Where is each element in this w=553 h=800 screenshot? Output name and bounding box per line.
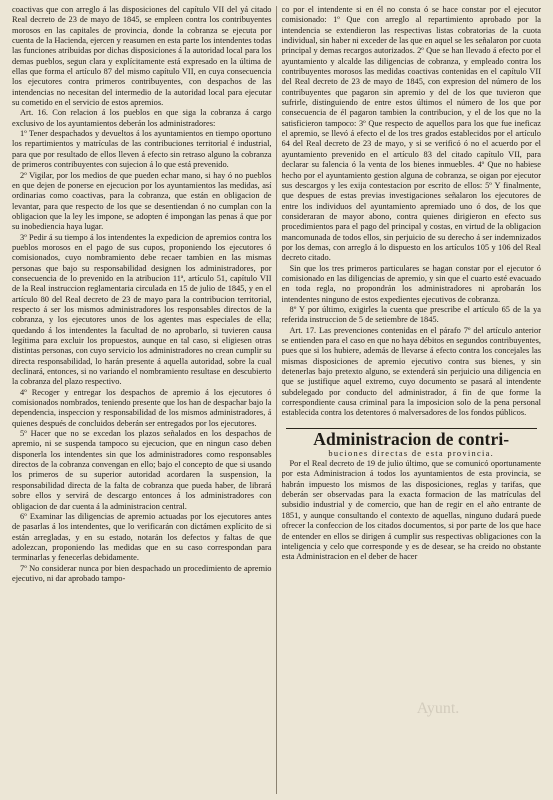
left-text-column [12, 5, 272, 796]
left-paragraph: 6º Examinar las diligencias de apremio actuadas por los ejecutores antes de pasarlas á los intendentes, que lo verificarán con dictámen explícito de si están arregladas, y en su estado, notarán los defectos y faltas de que adolezcan, proponiendo las medidas que en su caso correspondan para terminarlas y fenecerlas debidamente. [12, 511, 272, 563]
left-paragraph: 5º Hacer que no se excedan los plazos señalados en los despachos de apremio, ni se suspenda tampoco su ejecucion, que en ningun caso deben disponerla los intendentes sin que los administradores como responsables directos de la cobranza convengan en ello; bajo el concepto de que si usando los primeros de su superior autoridad acordaren la suspension, la responsabilidad directa de la falta de cobranza que pueda haber, de librará sobre ellos y servirá de descargo entonces á los administradores con obligacion de dar cuenta á la administracion central. [12, 429, 272, 511]
right-column-paragraphs [282, 5, 542, 419]
right-paragraph: Sin que los tres primeros particulares se hagan constar por el ejecutor ó comisionado en las diligencias de apremio, y sin que el cuarto esté evacuado en toda regla, no propondrán los administradores ni aprobarán los intendentes ninguno de estos expedientes ejecutivos de cobranza. [281, 263, 541, 304]
right-paragraph: 8º Y por último, exigirles la cuenta que prescribe el artículo 65 de la ya referida instruccion de 5 de setiembre de 1845. [281, 304, 541, 325]
column-divider [276, 6, 277, 794]
library-watermark: Ayunt. [416, 700, 460, 717]
left-paragraph: coactivas que con arreglo á las disposiciones del capítulo VII del yá citado Real decreto de 23 de mayo de 1845, se empleen contra los contribuyentes morosos en las capitales de provincia, donde la cobranza se ejecuta por cuenta de la Hacienda, ejercen y reasumen en esta parte los intendentes todas las funciones atribuidas por dichas disposiciones á la autoridad local para los demas pueblos, segun clara y explícitamente está expresado en la última de ellas que forma el artículo 87 del mismo capítulo VII, en cuya consecuencia los ejecutores contra primeros contribuyentes, con despachos de las intendencias no necesitan del intermedio de la autoridad local para ejecutar su cometido en el servicio de estos apremios. [12, 5, 272, 108]
section-body-paragraph: Por el Real decreto de 19 de julio último, que se comunicó oportunamente por esta Administracion á todos los ayuntamientos de esta provincia, se habrán impuesto los mismos de las disposiciones, reglas y tarifas, que deberán ser observadas para la exacta formacion de las matrículas del subsidio industrial y de comercio, que han de regir en el año entrante de 1851, y aunque consultando el contexto de aquellas, ninguno dudará puede ofrecer la confeccion de los citados documentos, si por parte de los que hace de entender en ellos se dirigen á cumplir sus respectivas obligaciones con la inteligencia y celo que corresponde y es de desear, se ha creido no obstante esta Administracion en el deber de hacer [281, 459, 541, 562]
left-paragraph: Art. 16. Con relacion á los pueblos en que siga la cobranza á cargo exclusivo de los ayuntamientos deberán los administradores: [12, 108, 272, 128]
left-paragraph: 7º No considerar nunca por bien despachado un procedimiento de apremio ejecutivo, ni dar aprobado tampo- [12, 563, 272, 583]
right-paragraph: co por el intendente si en él no consta ó se hace constar por el ejecutor comisionado: 1º Que con arreglo al repartimiento aprobado por la intendencia se extendieron las respectivas listas cobratorias de la cuota individual, sin haber ni exceder de las que en aquel se les señalaron por cuota principal y demas recargos autorizados. 2º Que se han llevado á efecto por el ayuntamiento y alcalde las diligencias de cobranza, y empleado contra los contribuyentes morosos las medidas coactivas contenidas en el capítulo VII del Real decreto de 23 de mayo de 1845, con expresion del número de los contribuyentes que pagaron sin apremio y del de los que tuvieron que sufrirle, distinguiendo de entre estos últimos el número de los que por consecuencia de él pagaron tambien la contribucion, y el de los que no la satisficieron tampoco: 3º Que respecto de aquellos para los que fue ineficaz el apremio, se llevó á efecto el de los tres grados establecidos por el artículo 64 del Real decreto de 23 de mayo, y si se verificó ó no el acuerdo por el ayuntamiento prevenido en el artículo 83 del citado capítulo VII, para declarar su falencia ó la venta de los bienes inmuebles. 4º Que no habiese hecho por el ayuntamiento gestion alguna de cobranza, se oigan por ejecutor sus descargos y les exija contestacion por escrito de ellos: 5º Y finalmente, que despues de estas previas investigaciones señalaron los ejecutores de entre los individuos del ayuntamiento apremiado uno ó dos, de los que consideraran de mayor abono, contra quienes dirigieron en efecto sus procedimientos para el pago del principal y costas, en virtud de la obligacion mancomunada de todos ellos, sin perjuicio de su derecho á ser indemnizados por los demas, con arreglo á lo dispuesto en los artículos 105 y 106 del Real decreto citado. [281, 5, 541, 263]
left-paragraph: 2º Vigilar, por los medios de que pueden echar mano, si hay ó no pueblos en que dejen de ponerse en ejecucion por los ayuntamientos las medidas, así ordinarias como coactivas, para la cobranza, que están en obligacion de levantar, para que respecto de los que se desentiendan ó no cumplan con la obligacion que la ley les impone, se adopten é impongan las penas á que por su inobediencia haya lugar. [12, 170, 272, 232]
right-paragraph: Art. 17. Las prevenciones contenidas en el párafo 7º del artículo anterior se entienden para el caso en que no haya débitos en segundos contribuyentes, pues que si los hubiere, además de llevarse á efecto contra los concejales las mismas disposiciones de apremio ejecutivo contra sus bienes, y sin detenerlas bajo pretexto alguno, se extenderá sin perjuicio una diligencia en que se justifique aquel extremo, cuyo documento se pasará al intendente subdelegado por conducto del administrador, á fin de que forme la correspondiente causa criminal para la imposicion solo de la pena personal establecida contra los detentores ó malversadores de los fondos públicos. [281, 325, 541, 418]
left-paragraph: 4º Recoger y entregar los despachos de apremio á los ejecutores ó comisionados nombrados, teniendo presente que los han de despachar bajo la dependencia, inspeccion y responsabilidad de los mismos administradores, á quienes después de concluidos deberán ser entregados por los ejecutores. [12, 387, 272, 428]
right-text-column [282, 5, 542, 796]
section-subtitle: buciones directas de esta provincia. [328, 448, 495, 458]
left-paragraph: 3º Pedir á su tiempo á los intendentes la expedicion de apremios contra los pueblos morosos en el pago de sus cupos, proponiendo los ejecutores ó comisionados, cuyo nombramiento debe recaer tambien en las mismas personas que bajo su responsabilidad designen los administradores, por consecuencia de lo prevenido en la atribucion 11ª, artículo 51, capítulo VII de la Real instruccion reglamentaria circulada en 15 de julio de 1845, y en el artículo 80 del Real decreto de 23 de mayo para la contribucion territorial, respecto á ser los mismos administradores los responsables directos de la cobranza, y los ejecutores unos de los agentes mas especiales de ella; quedando á los intendentes la facultad de no aprobarlo, si tuvieren causa legítima para excluir los propuestos, aunque en tal caso, si eligiesen otras distintas personas, con cuyo servicio los administradores no crean cumplir su directa responsabilidad, lo harán presente á aquella autoridad, sobre la cual declinará, entonces, si no variando el nombramiento resultase en descubierto la cobranza del plazo respectivo. [12, 232, 272, 387]
section-title: Administracion de contri- [313, 428, 510, 449]
left-paragraph: 1º Tener despachados y devueltos á los ayuntamientos en tiempo oportuno los repartimientos y matrículas de las contribuciones territorial é industrial, para que por resultado de ellos lleven á efecto sin retraso alguno la cobranza de primeros contribuyentes con sujecion á lo que está prevenido. [12, 129, 272, 170]
